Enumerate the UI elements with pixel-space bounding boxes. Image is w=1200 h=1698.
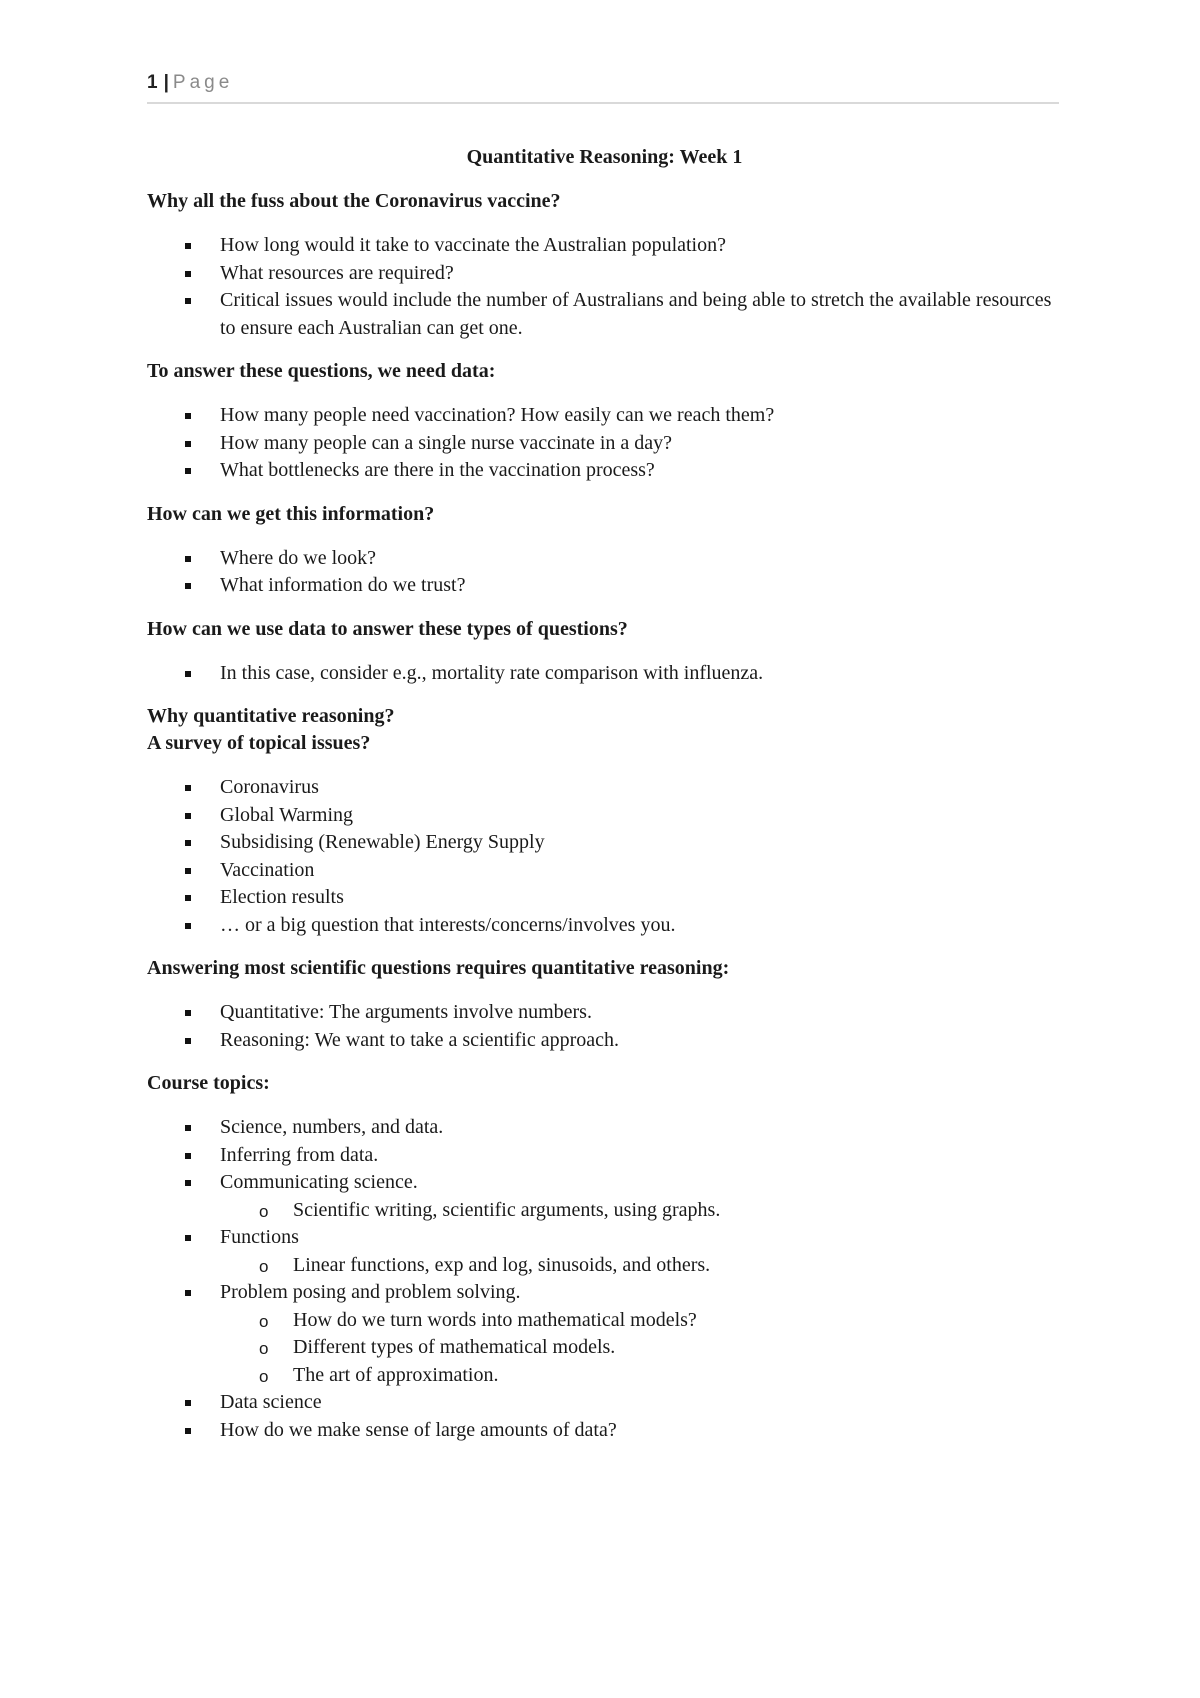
list-item: Reasoning: We want to take a scientific approach. <box>147 1027 1062 1055</box>
square-bullet-icon <box>185 813 191 819</box>
circle-bullet-icon: o <box>259 1256 269 1276</box>
list-item: Global Warming <box>147 802 1062 830</box>
square-bullet-icon <box>185 1235 191 1241</box>
list-item: How many people can a single nurse vaccinate in a day? <box>147 430 1062 458</box>
list-item: How long would it take to vaccinate the Australian population? <box>147 232 1062 260</box>
square-bullet-icon <box>185 1428 191 1434</box>
list-item: How do we make sense of large amounts of data? <box>147 1417 1062 1445</box>
square-bullet-icon <box>185 671 191 677</box>
list-item: … or a big question that interests/concerns/involves you. <box>147 912 1062 940</box>
square-bullet-icon <box>185 271 191 277</box>
list-item: Communicating science. <box>147 1169 1062 1197</box>
square-bullet-icon <box>185 1400 191 1406</box>
document-title: Quantitative Reasoning: Week 1 <box>466 146 743 168</box>
sub-list-item: o Different types of mathematical models. <box>259 1336 616 1358</box>
section-heading: Answering most scientific questions requires quantitative reasoning: <box>147 957 730 979</box>
section-heading: How can we get this information? <box>147 502 435 525</box>
document-body <box>147 144 1062 1460</box>
square-bullet-icon <box>185 1290 191 1296</box>
sub-list-item: o Linear functions, exp and log, sinusoids, and others. <box>259 1253 711 1276</box>
bullet-list <box>147 660 1062 688</box>
square-bullet-icon <box>185 785 191 791</box>
page-header <box>147 72 1059 104</box>
list-item: Data science <box>147 1389 1062 1417</box>
bullet-list <box>147 402 1062 485</box>
list-item: What bottlenecks are there in the vaccination process? <box>147 457 1062 485</box>
list-item: Where do we look? <box>147 545 1062 573</box>
list-item: Quantitative: The arguments involve numbers. <box>147 999 1062 1027</box>
list-item: Election results <box>147 884 1062 912</box>
circle-bullet-icon: o <box>259 1311 269 1331</box>
list-item: Functions <box>147 1224 1062 1252</box>
square-bullet-icon <box>185 840 191 846</box>
square-bullet-icon <box>185 1153 191 1159</box>
list-item: Inferring from data. <box>147 1142 1062 1170</box>
square-bullet-icon <box>185 1125 191 1131</box>
square-bullet-icon <box>185 1038 191 1044</box>
sub-list-item: o Scientific writing, scientific arguments, using graphs. <box>259 1198 721 1221</box>
square-bullet-icon <box>185 556 191 562</box>
square-bullet-icon <box>185 895 191 901</box>
list-item: Critical issues would include the number of Australians and being able to stretch the available resources to ensure each Australian can get one. <box>147 287 1062 342</box>
bullet-list <box>147 232 1062 342</box>
square-bullet-icon <box>185 1180 191 1186</box>
square-bullet-icon <box>185 441 191 447</box>
sub-list-item: o How do we turn words into mathematical models? <box>259 1308 697 1331</box>
list-item: In this case, consider e.g., mortality rate comparison with influenza. <box>147 660 1062 688</box>
list-item: Problem posing and problem solving. <box>147 1279 1062 1307</box>
square-bullet-icon <box>185 923 191 929</box>
square-bullet-icon <box>185 298 191 304</box>
header-separator: | <box>163 72 169 93</box>
square-bullet-icon <box>185 413 191 419</box>
square-bullet-icon <box>185 1010 191 1016</box>
section-subheading: A survey of topical issues? <box>147 732 371 754</box>
list-item: Vaccination <box>147 857 1062 885</box>
list-item: What information do we trust? <box>147 572 1062 600</box>
page-number: 1 <box>147 72 158 93</box>
page-label: Page <box>172 72 234 93</box>
bullet-list <box>147 1114 1062 1444</box>
bullet-list <box>147 774 1062 939</box>
section-heading: Why quantitative reasoning? <box>147 705 395 727</box>
circle-bullet-icon: o <box>259 1201 269 1221</box>
section-heading: How can we use data to answer these types of questions? <box>147 617 628 640</box>
section-heading: To answer these questions, we need data: <box>147 360 496 382</box>
list-item: What resources are required? <box>147 260 1062 288</box>
bullet-list <box>147 545 1062 600</box>
list-item: Coronavirus <box>147 774 1062 802</box>
circle-bullet-icon: o <box>259 1366 269 1386</box>
circle-bullet-icon: o <box>259 1339 269 1358</box>
list-item: Subsidising (Renewable) Energy Supply <box>147 829 1062 857</box>
bullet-list <box>147 999 1062 1054</box>
section-heading: Course topics: <box>147 1072 270 1094</box>
list-item: Science, numbers, and data. <box>147 1114 1062 1142</box>
list-item: How many people need vaccination? How easily can we reach them? <box>147 402 1062 430</box>
square-bullet-icon <box>185 243 191 249</box>
square-bullet-icon <box>185 868 191 874</box>
section-heading: Why all the fuss about the Coronavirus vaccine? <box>147 190 561 212</box>
sub-list-item: o The art of approximation. <box>259 1363 499 1386</box>
square-bullet-icon <box>185 583 191 589</box>
square-bullet-icon <box>185 468 191 474</box>
